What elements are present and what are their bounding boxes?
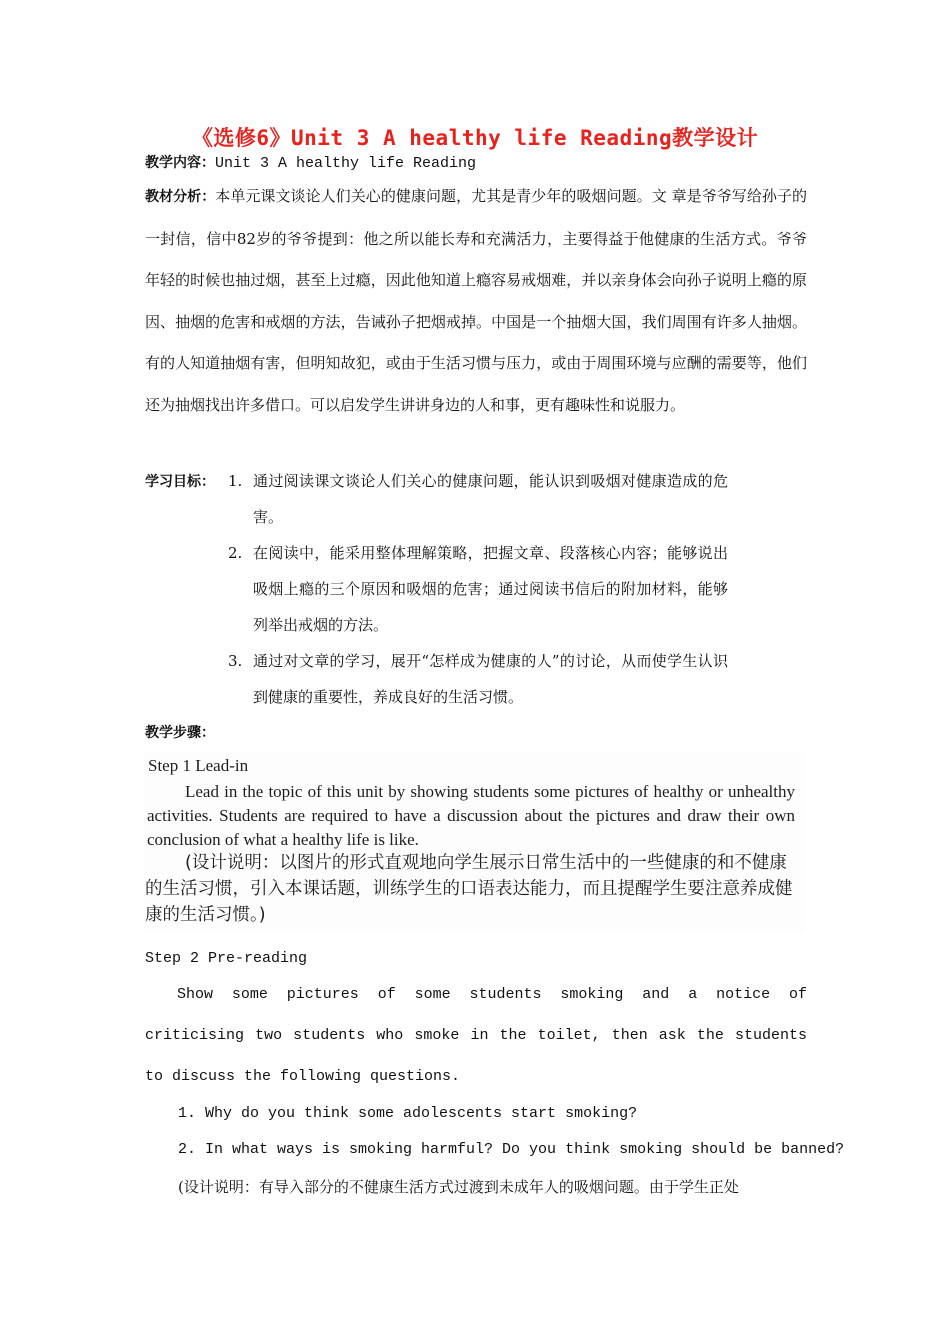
goal-number: 2. — [228, 544, 243, 562]
goal-number: 3. — [228, 652, 243, 670]
learning-goals-label: 学习目标： — [145, 474, 215, 490]
learning-goal-1 — [228, 463, 728, 535]
learning-goal-3 — [228, 643, 728, 715]
step2-question-1: 1. Why do you think some adolescents start smoking? — [178, 1105, 638, 1122]
goal-text: 通过阅读课文谈论人们关心的健康问题，能认识到吸烟对健康造成的危害。 — [253, 472, 728, 526]
step2-heading: Step 2 Pre-reading — [145, 950, 308, 967]
learning-goal-2 — [228, 535, 728, 643]
teaching-content-line — [145, 152, 476, 172]
step2-design-note: (设计说明：有导入部分的不健康生活方式过渡到未成年人的吸烟问题。由于学生正处 — [178, 1178, 739, 1196]
goal-number: 1. — [228, 472, 243, 490]
step1-scanned-block — [145, 752, 805, 932]
teaching-steps-label: 教学步骤： — [145, 725, 215, 741]
step2-text: Show some pictures of some students smoking and a notice of criticising two students who smoke in the toilet, then ask the students to discuss the following questions. — [145, 986, 807, 1085]
material-analysis-label: 教材分析： — [145, 189, 216, 205]
material-analysis-paragraph — [145, 176, 807, 426]
step1-design-note: (设计说明：以图片的形式直观地向学生展示日常生活中的一些健康的和不健康的生活习惯，引入本课话题，训练学生的口语表达能力，而且提醒学生要注意养成健康的生活习惯。) — [145, 853, 793, 925]
step2-question-2: 2. In what ways is smoking harmful? Do you think smoking should be banned? — [178, 1141, 845, 1158]
teaching-content-value: Unit 3 A healthy life Reading — [215, 155, 477, 172]
step1-heading: Step 1 Lead-in — [148, 756, 249, 775]
document-title: 《选修6》Unit 3 A healthy life Reading教学设计 — [191, 126, 759, 150]
teaching-content-label: 教学内容： — [145, 155, 215, 171]
goal-text: 在阅读中，能采用整体理解策略，把握文章、段落核心内容；能够说出吸烟上瘾的三个原因和吸烟的危害；通过阅读书信后的附加材料，能够列举出戒烟的方法。 — [253, 544, 728, 634]
step1-text: Lead in the topic of this unit by showing students some pictures of healthy or unhealthy activities. Students are required to have a discussion about the pictures and draw their own conclusion of what a healthy life is like. — [147, 782, 795, 849]
goal-text: 通过对文章的学习，展开“怎样成为健康的人”的讨论，从而使学生认识到健康的重要性，养成良好的生活习惯。 — [253, 652, 728, 706]
material-analysis-text: 本单元课文谈论人们关心的健康问题，尤其是青少年的吸烟问题。文 章是爷爷写给孙子的一封信，信中82岁的爷爷提到：他之所以能长寿和充满活力，主要得益于他健康的生活方式。爷爷年轻的时候也抽过烟，甚至上过瘾，因此他知道上瘾容易戒烟难，并以亲身体会向孙子说明上瘾的原因、抽烟的危害和戒烟的方法，告诫孙子把烟戒掉。中国是一个抽烟大国，我们周围有许多人抽烟。有的人知道抽烟有害，但明知故犯，或由于生活习惯与压力，或由于周围环境与应酬的需要等，他们还为抽烟找出许多借口。可以启发学生讲讲身边的人和事，更有趣味性和说服力。 — [145, 187, 808, 414]
